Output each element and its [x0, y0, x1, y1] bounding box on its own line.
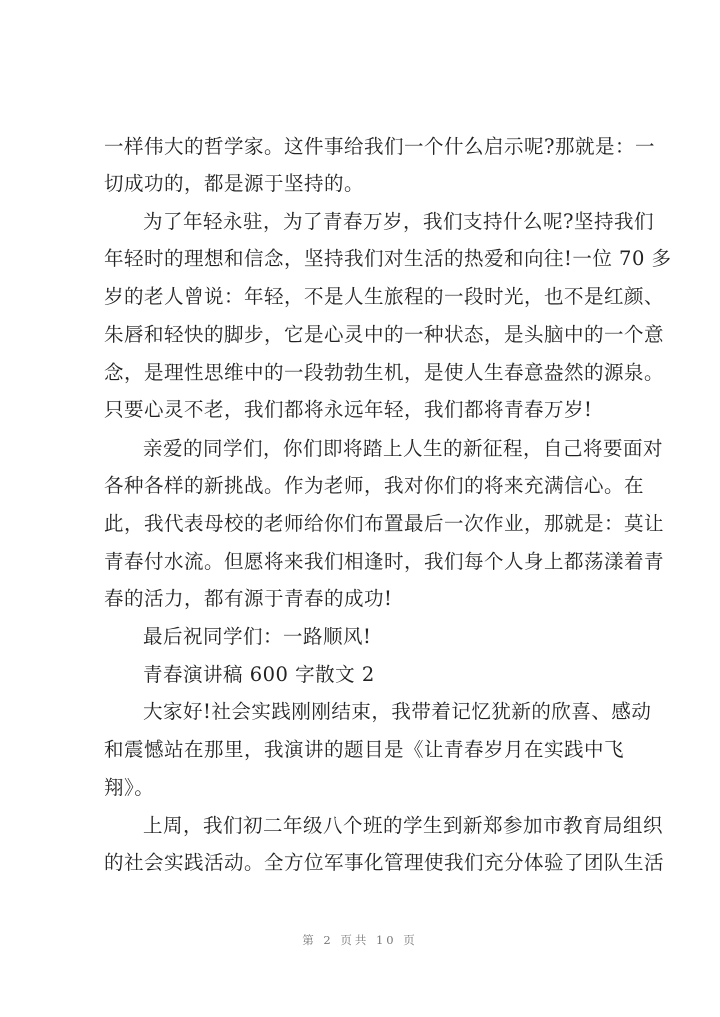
paragraph-line: 此，我代表母校的老师给你们布置最后一次作业，那就是：莫让	[104, 512, 665, 535]
paragraph-line: 亲爱的同学们，你们即将踏上人生的新征程，自己将要面对	[143, 437, 664, 460]
page-number-footer: 第 2 页共 10 页	[302, 933, 418, 947]
paragraph-line: 为了年轻永驻，为了青春万岁，我们支持什么呢?坚持我们	[143, 210, 654, 233]
paragraph-line: 岁的老人曾说：年轻，不是人生旅程的一段时光，也不是红颜、	[104, 285, 665, 308]
paragraph-line: 朱唇和轻快的脚步，它是心灵中的一种状态，是头脑中的一个意	[104, 323, 665, 346]
paragraph-line: 春的活力，都有源于青春的成功!	[104, 587, 393, 610]
paragraph-line: 大家好!社会实践刚刚结束，我带着记忆犹新的欣喜、感动	[143, 700, 652, 723]
paragraph-line: 各种各样的新挑战。作为老师，我对你们的将来充满信心。在	[104, 474, 645, 497]
paragraph-line: 青春付水流。但愿将来我们相逢时，我们每个人身上都荡漾着青	[104, 550, 665, 573]
paragraph-line: 一样伟大的哲学家。这件事给我们一个什么启示呢?那就是：一	[104, 135, 655, 158]
paragraph-line: 翔》。	[104, 776, 155, 799]
section-heading: 青春演讲稿 600 字散文 2	[143, 663, 375, 686]
paragraph-line: 最后祝同学们：一路顺风!	[143, 625, 372, 648]
paragraph-line: 的社会实践活动。全方位军事化管理使我们充分体验了团队生活	[104, 851, 665, 874]
paragraph-line: 年轻时的理想和信念，坚持我们对生活的热爱和向往!一位 70 多	[104, 247, 672, 270]
paragraph-line: 和震憾站在那里，我演讲的题目是《让青春岁月在实践中飞	[104, 738, 625, 761]
paragraph-line: 切成功的，都是源于坚持的。	[104, 172, 365, 195]
paragraph-line: 只要心灵不老，我们都将永远年轻，我们都将青春万岁!	[104, 398, 593, 421]
paragraph-line: 上周，我们初二年级八个班的学生到新郑参加市教育局组织	[143, 814, 664, 837]
paragraph-line: 念，是理性思维中的一段勃勃生机，是使人生春意盎然的源泉。	[104, 361, 665, 384]
